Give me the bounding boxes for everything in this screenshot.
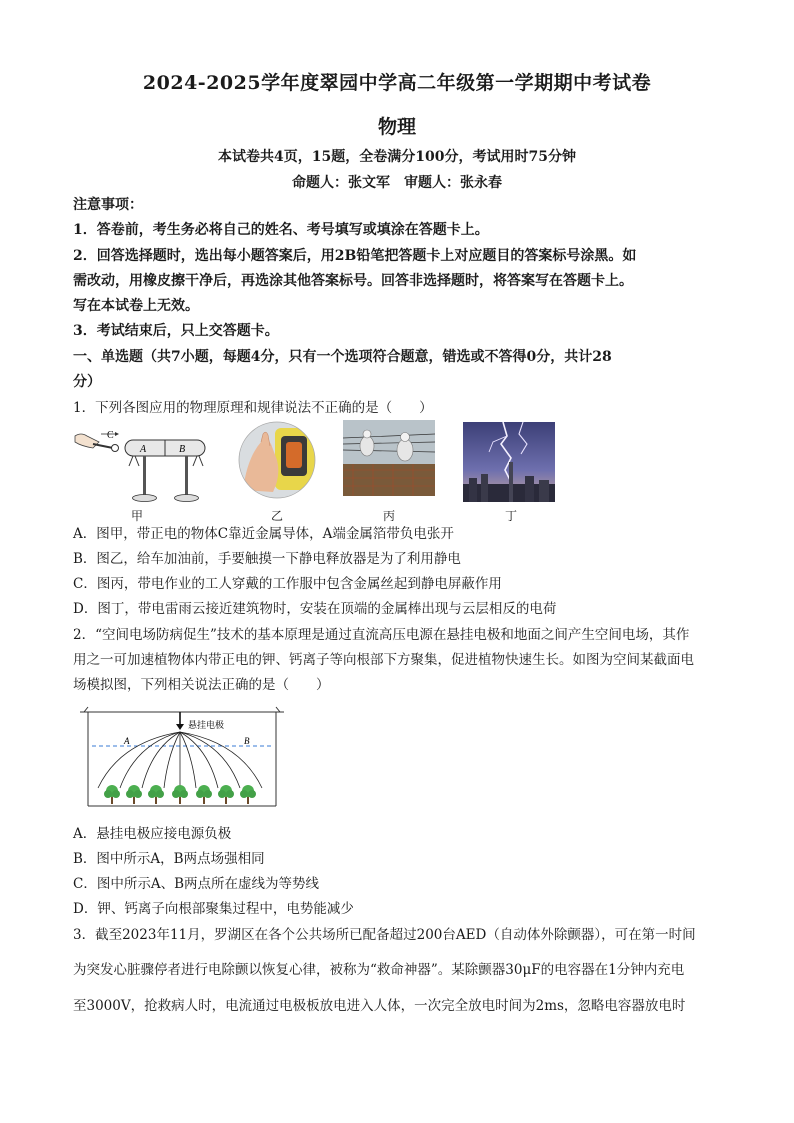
q1-option-c: C．图丙，带电作业的工人穿戴的工作服中包含金属丝起到静电屏蔽作用 [73, 576, 502, 592]
notes-item: 3．考试结束后，只上交答题卡。 [73, 323, 279, 339]
q2-option-d: D．钾、钙离子向根部聚集过程中，电势能减少 [73, 901, 354, 917]
caption-yi: 乙 [271, 509, 284, 523]
notes-item: 1．答卷前，考生务必将自己的姓名、考号填写或填涂在答题卡上。 [73, 222, 489, 238]
author-label: 命题人：张文军 [292, 175, 390, 191]
q2-option-c: C．图中所示A、B两点所在虚线为等势线 [73, 876, 319, 892]
q2-option-b: B．图中所示A，B两点场强相同 [73, 851, 265, 867]
exam-authors [0, 172, 794, 192]
figure-ding [463, 422, 555, 502]
q3-line: 3．截至2023年11月，罗湖区在各个公共场所已配备超过200台AED（自动体外除颤器），可在第一时间 [73, 927, 696, 943]
q2-option-a: A．悬挂电极应接电源负极 [73, 826, 232, 842]
reviewer-label: 审题人：张永春 [404, 175, 502, 191]
figure-bing [343, 420, 435, 496]
caption-bing: 丙 [383, 509, 396, 523]
q3-line: 至3000V，抢救病人时，电流通过电极板放电进入人体，一次完全放电时间为2ms，忽略电容器放电时 [73, 998, 686, 1014]
q2-stem-line: 场模拟图，下列相关说法正确的是（ ） [73, 677, 330, 693]
label-b: B [179, 444, 186, 455]
q2-field-diagram [76, 702, 288, 812]
q1-option-b: B．图乙，给车加油前，手要触摸一下静电释放器是为了利用静电 [73, 551, 461, 567]
q3-line: 为突发心脏骤停者进行电除颤以恢复心律，被称为“救命神器”。某除颤器30μF的电容器在1分钟内充电 [73, 962, 685, 978]
exam-subject: 物理 [377, 116, 416, 138]
caption-ding: 丁 [505, 509, 518, 523]
section-heading: 一、单选题（共7小题，每题4分，只有一个选项符合题意，错选或不答得0分，共计28 [73, 349, 612, 365]
figure-yi [237, 420, 317, 500]
notes-item: 2．回答选择题时，选出每小题答案后，用2B铅笔把答题卡上对应题目的答案标号涂黑。如 [73, 248, 637, 264]
label-c: C [107, 430, 114, 441]
notes-item: 需改动，用橡皮擦干净后，再选涂其他答案标号。回答非选择题时，将答案写在答题卡上。 [73, 273, 633, 289]
q1-option-a: A．图甲，带正电的物体C靠近金属导体，A端金属箔带负电张开 [73, 526, 454, 542]
q1-option-d: D．图丁，带电雷雨云接近建筑物时，安装在顶端的金属棒出现与云层相反的电荷 [73, 601, 557, 617]
q1-figures [73, 420, 573, 523]
label-a: A [140, 444, 147, 455]
point-b-label: B [244, 736, 250, 746]
exam-info: 本试卷共4页，15题，全卷满分100分，考试用时75分钟 [218, 149, 576, 165]
q2-stem-line: 用之一可加速植物体内带正电的钾、钙离子等向根部下方聚集，促进植物快速生长。如图为空间某截面电 [73, 652, 694, 668]
caption-jia: 甲 [131, 509, 144, 523]
q1-stem: 1．下列各图应用的物理原理和规律说法不正确的是（ ） [73, 400, 433, 416]
exam-title: 2024-2025学年度翠园中学高二年级第一学期期中考试卷 [142, 72, 652, 94]
section-heading-cont: 分） [73, 374, 101, 390]
figure-jia [73, 420, 213, 506]
q2-stem-line: 2．“空间电场防病促生”技术的基本原理是通过直流高压电源在悬挂电极和地面之间产生空间电场，其作 [73, 627, 690, 643]
notes-item: 写在本试卷上无效。 [73, 298, 199, 314]
point-a-label: A [124, 736, 130, 746]
notes-heading: 注意事项： [73, 197, 143, 213]
electrode-label: 悬挂电极 [188, 720, 225, 730]
